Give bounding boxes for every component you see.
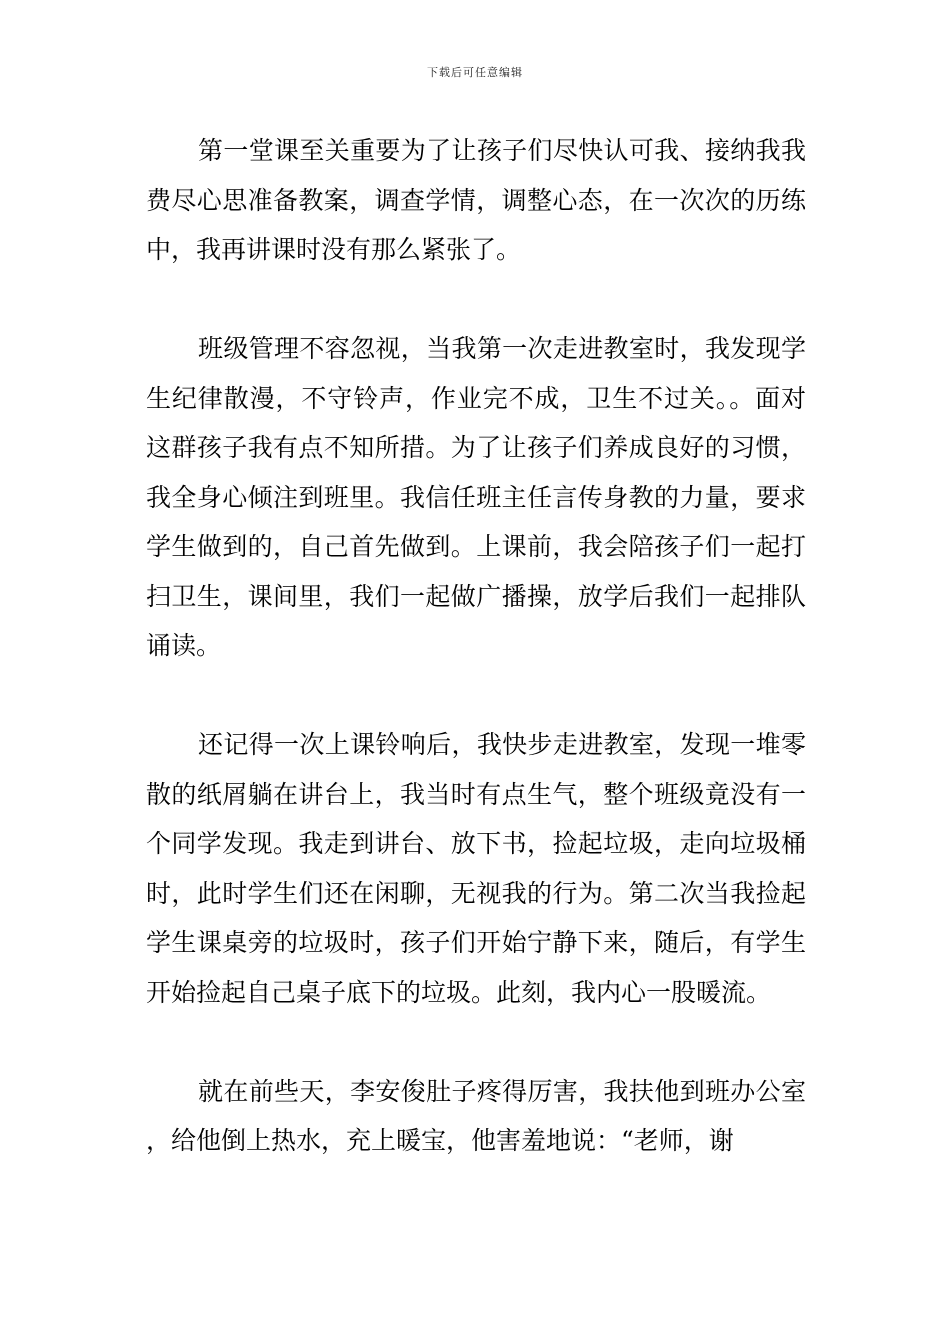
paragraph-3: 还记得一次上课铃响后，我快步走进教室，发现一堆零散的纸屑躺在讲台上，我当时有点生气，整个班级竟没有一个同学发现。我走到讲台、放下书，捡起垃圾，走向垃圾桶时，此时学生们还在闲聊，无视我的行为。第二次当我捡起学生课桌旁的垃圾时，孩子们开始宁静下来，随后，有学生开始捡起自己桌子底下的垃圾。此刻，我内心一股暖流。 (146, 730, 806, 1007)
document-body (146, 126, 806, 1215)
page-header: 下载后可任意编辑 (427, 66, 523, 79)
paragraph-4: 就在前些天，李安俊肚子疼得厉害，我扶他到班办公室，给他倒上热水，充上暖宝，他害羞地说：“老师，谢 (146, 1076, 806, 1155)
paragraph-1: 第一堂课至关重要为了让孩子们尽快认可我、接纳我我费尽心思准备教案，调查学情，调整心态，在一次次的历练中，我再讲课时没有那么紧张了。 (146, 136, 806, 264)
paragraph-2: 班级管理不容忽视，当我第一次走进教室时，我发现学生纪律散漫，不守铃声，作业完不成，卫生不过关。。面对这群孩子我有点不知所措。为了让孩子们养成良好的习惯，我全身心倾注到班里。我信任班主任言传身教的力量，要求学生做到的，自己首先做到。上课前，我会陪孩子们一起打扫卫生，课间里，我们一起做广播操，放学后我们一起排队诵读。 (146, 334, 806, 660)
